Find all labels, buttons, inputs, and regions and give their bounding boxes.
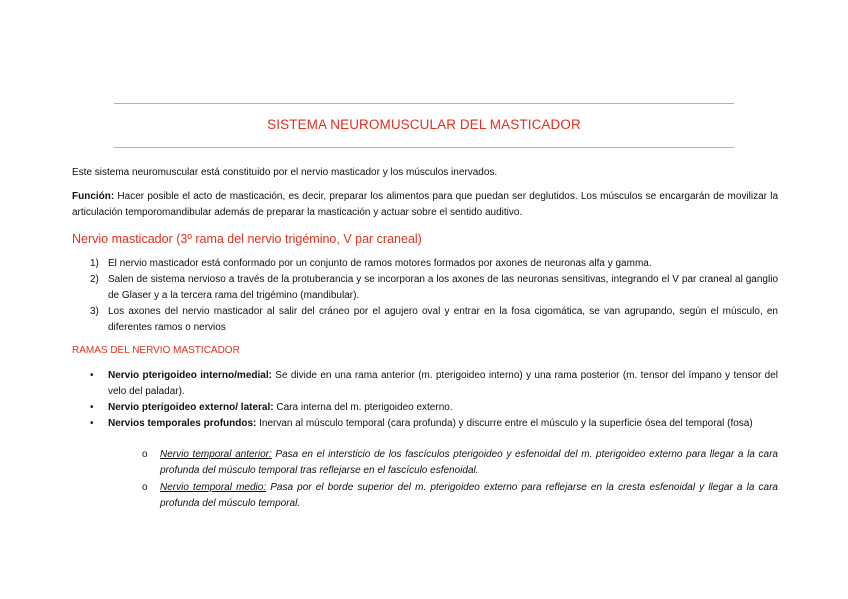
bullet-label: Nervio pterigoideo interno/medial: (108, 370, 272, 381)
bullet-text: Inervan al músculo temporal (cara profunda) y discurre entre el músculo y la superficie ósea del temporal (fosa) (256, 418, 753, 429)
bullet-text: Cara interna del m. pterigoideo externo. (273, 402, 453, 413)
function-label: Función: (72, 191, 115, 202)
function-text: Hacer posible el acto de masticación, es decir, preparar los alimentos para que puedan ser deglutidos. Los músculos se encargarán de movilizar la articulación temporomandibular además de preparar la masticación y actuar sobre el sentido auditivo. (72, 191, 778, 218)
sub-item-text: Pasa por el borde superior del m. pterigoideo externo para reflejarse en la cresta esfenoidal y llegar a la cara profunda del músculo temporal. (160, 482, 778, 509)
top-divider (114, 103, 734, 104)
bullet-icon: • (90, 418, 94, 429)
bullet-text: Se divide en una rama anterior (m. pterigoideo interno) y una rama posterior (m. tensor del ímpano y tensor del velo del paladar). (108, 370, 778, 397)
numbered-item (90, 272, 778, 304)
section-heading-ramas: RAMAS DEL NERVIO MASTICADOR (72, 345, 240, 356)
sub-item (142, 447, 778, 479)
bullet-item (90, 368, 778, 400)
item-number: 3) (90, 306, 99, 317)
bullet-item (90, 416, 778, 432)
sub-item-text: Pasa en el intersticio de los fascículos pterigoideo y esfenoidal del m. pterigoideo externo para llegar a la cara profunda del músculo temporal tras reflejarse en el fascículo esfenoidal. (160, 449, 778, 476)
sub-item-label: Nervio temporal anterior: (160, 449, 272, 460)
bullet-icon: • (90, 402, 94, 413)
item-text: Los axones del nervio masticador al salir del cráneo por el agujero oval y entrar en la fosa cigomática, se van agrupando, según el músculo, en diferentes ramos o nervios (108, 306, 778, 333)
function-paragraph (72, 189, 778, 221)
page-title: SISTEMA NEUROMUSCULAR DEL MASTICADOR (267, 117, 581, 132)
bullet-item (90, 400, 778, 416)
circle-bullet-icon: o (142, 449, 148, 460)
item-text: El nervio masticador está conformado por un conjunto de ramos motores formados por axones de neuronas alfa y gamma. (108, 258, 652, 269)
bullet-label: Nervio pterigoideo externo/ lateral: (108, 402, 274, 413)
sub-item (142, 480, 778, 512)
section-heading-nervio-masticador: Nervio masticador (3º rama del nervio trigémino, V par craneal) (72, 232, 422, 246)
circle-bullet-icon: o (142, 482, 148, 493)
intro-paragraph: Este sistema neuromuscular está constituido por el nervio masticador y los músculos inervados. (72, 167, 498, 178)
numbered-item (90, 256, 778, 272)
bottom-divider (114, 147, 734, 148)
item-number: 2) (90, 274, 99, 285)
bullet-icon: • (90, 370, 94, 381)
item-number: 1) (90, 258, 99, 269)
bullet-label: Nervios temporales profundos: (108, 418, 257, 429)
sub-item-label: Nervio temporal medio: (160, 482, 267, 493)
item-text: Salen de sistema nervioso a través de la protuberancia y se incorporan a los axones de las neuronas sensitivas, integrando el V par craneal al ganglio de Glaser y a la tercera rama del trigémino (mandibular). (108, 274, 778, 301)
numbered-item (90, 304, 778, 336)
